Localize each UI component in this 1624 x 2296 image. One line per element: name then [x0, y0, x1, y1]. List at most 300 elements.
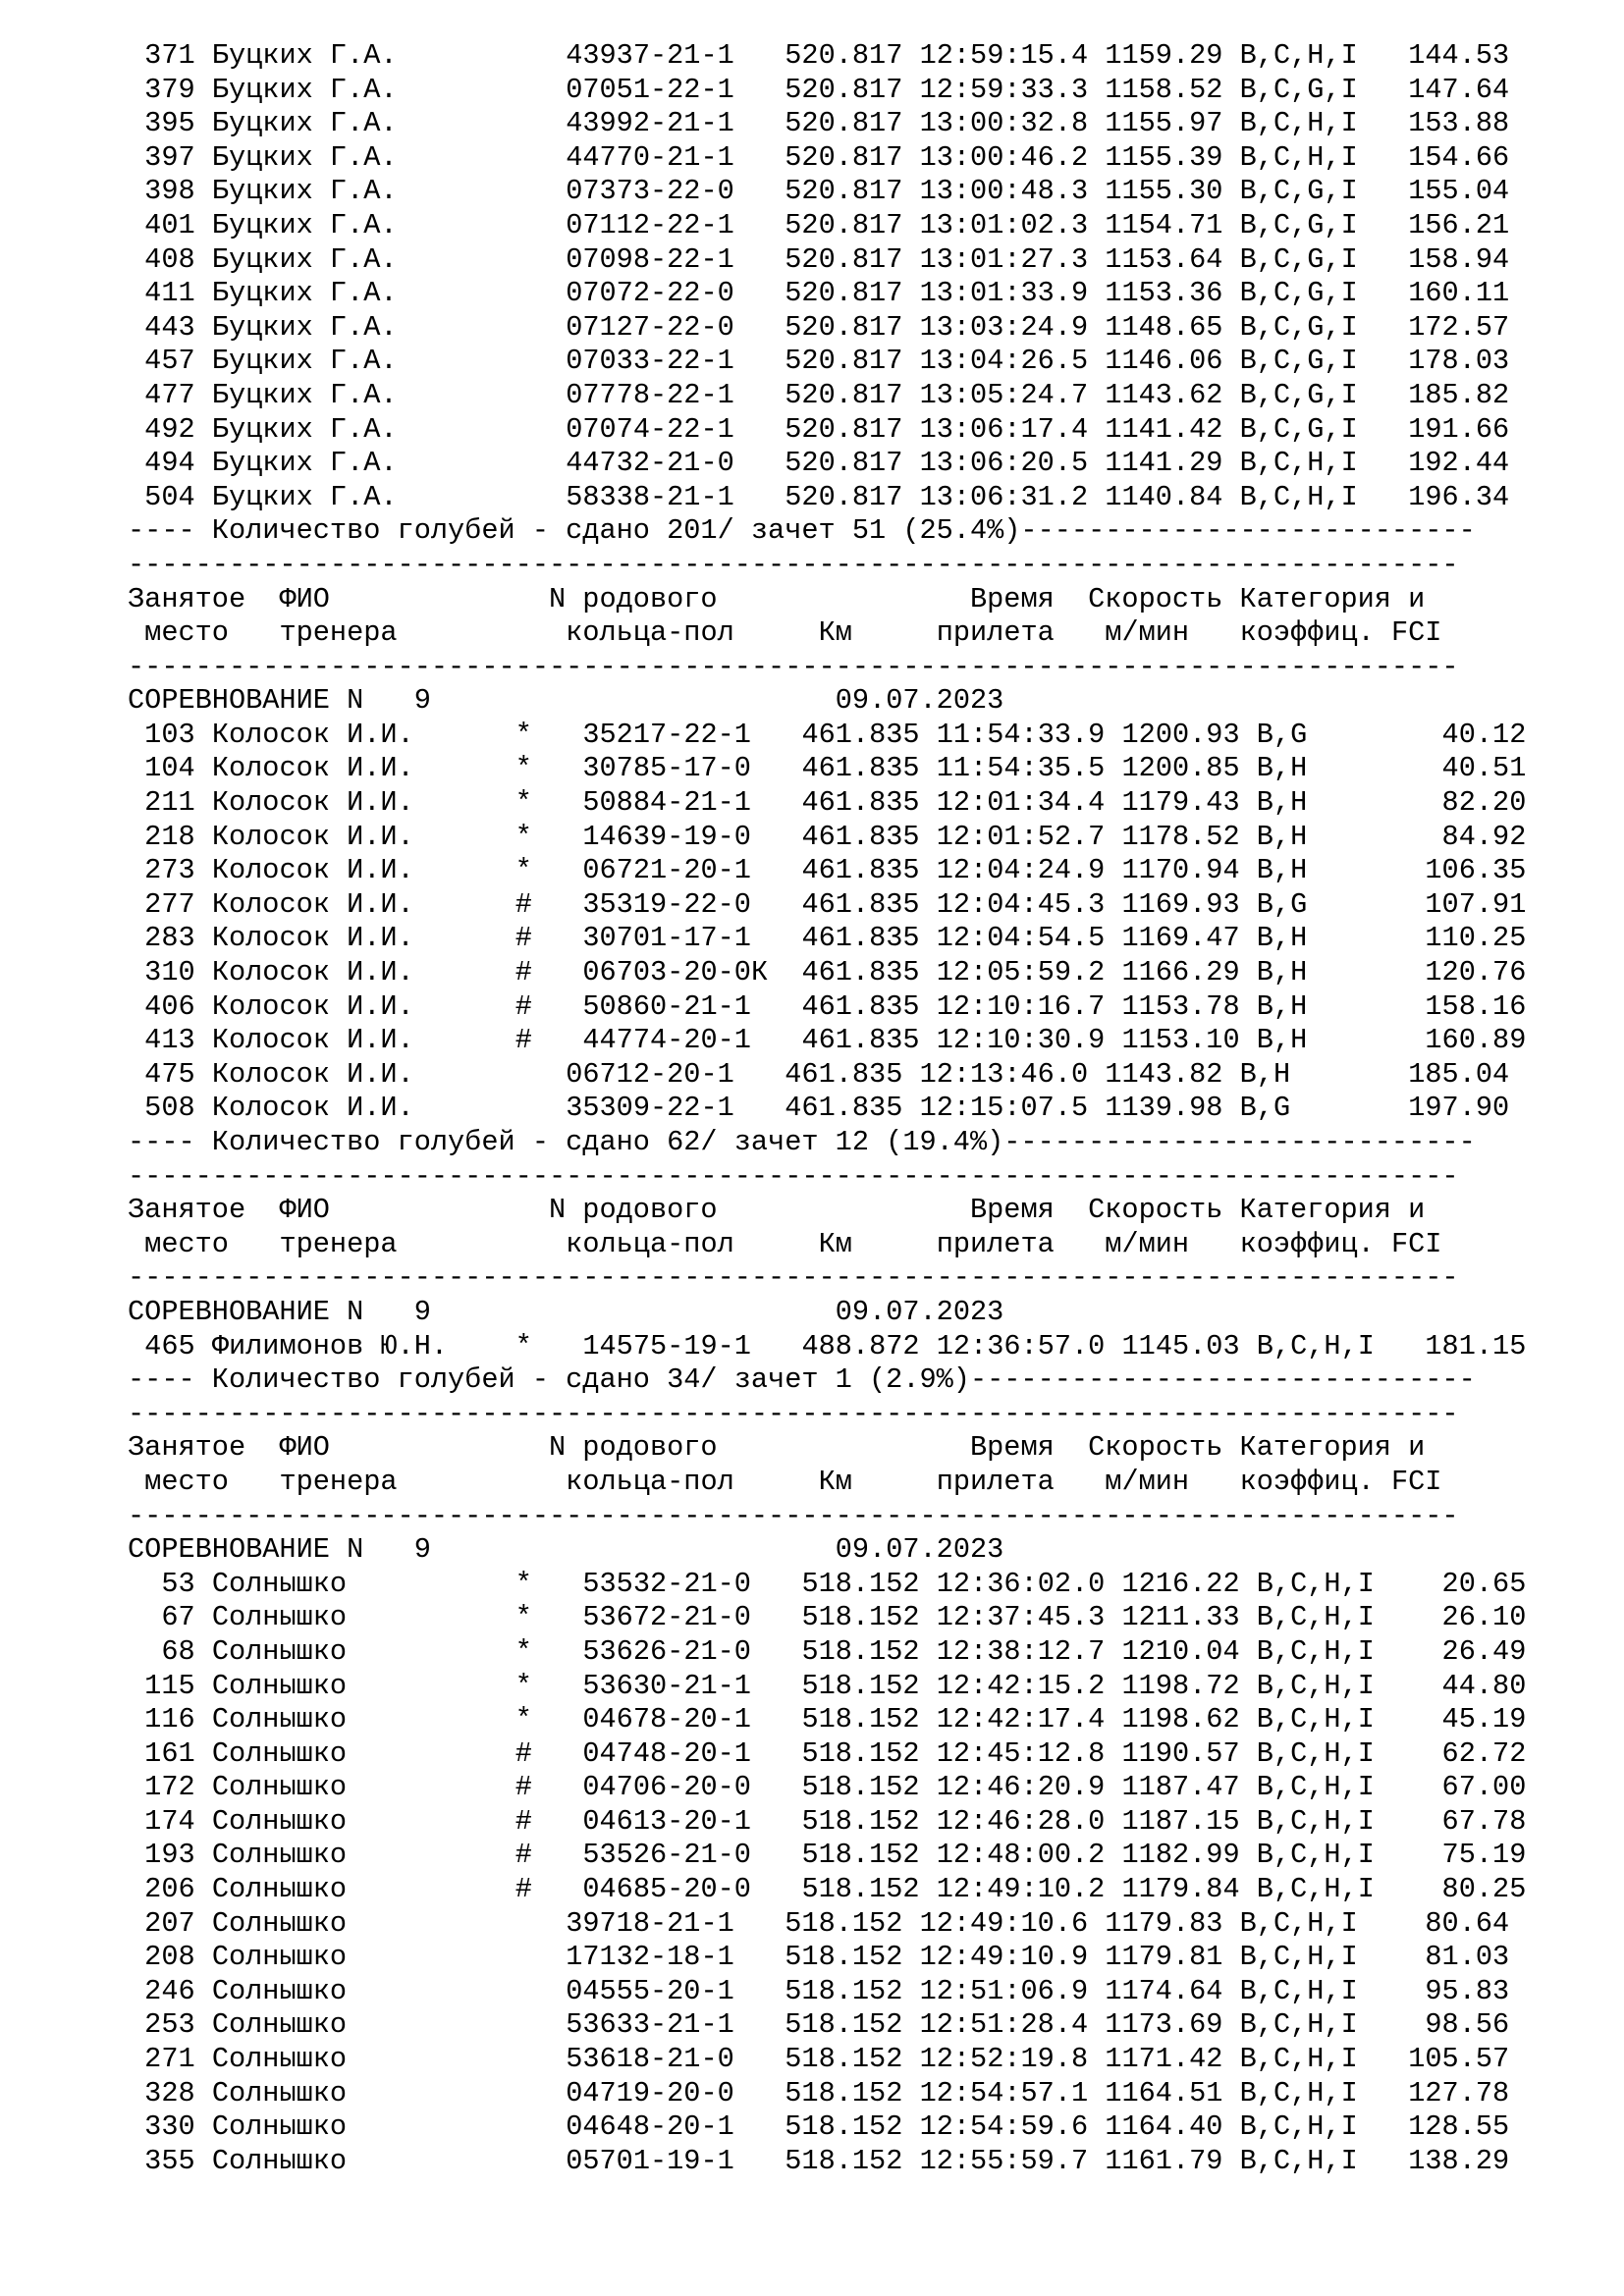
arrival-time: 13:00:48.3	[919, 175, 1089, 208]
place: 273	[128, 854, 195, 887]
table-row	[128, 243, 1526, 278]
place: 457	[128, 345, 195, 378]
place: 208	[128, 1941, 195, 1974]
competition-row	[128, 1296, 1526, 1330]
trainer-name: Солнышко	[211, 1873, 499, 1906]
ring-number: 04555-20-1	[566, 1974, 751, 2007]
place: 211	[128, 786, 195, 820]
arrival-time: 13:04:26.5	[919, 345, 1089, 378]
speed: 1141.29	[1105, 447, 1223, 480]
header-category: Категория и	[1239, 1431, 1426, 1465]
speed: 1158.52	[1105, 73, 1223, 106]
header-place: Занятое	[128, 1194, 280, 1227]
coefficient: 144.53	[1357, 39, 1510, 72]
coefficient: 197.90	[1357, 1092, 1510, 1125]
coefficient: 158.94	[1357, 242, 1510, 276]
table-row	[128, 481, 1526, 515]
category: B,C,H,I	[1256, 1771, 1375, 1804]
place: 253	[128, 2008, 195, 2042]
coefficient: 20.65	[1374, 1567, 1527, 1600]
arrival-time: 13:06:31.2	[919, 480, 1089, 513]
arrival-time: 12:01:52.7	[936, 820, 1106, 853]
table-row	[128, 141, 1526, 176]
coefficient: 160.11	[1357, 277, 1510, 310]
header-km: Км	[818, 616, 937, 650]
place: 271	[128, 2043, 195, 2076]
category: B,C,G,I	[1239, 277, 1358, 310]
competition-date: 09.07.2023	[835, 684, 1004, 718]
arrival-time: 11:54:35.5	[936, 752, 1106, 785]
distance-km: 518.152	[801, 1703, 920, 1736]
place: 411	[128, 277, 195, 310]
ring-number: 43992-21-1	[566, 107, 751, 140]
coefficient: 98.56	[1357, 2008, 1510, 2042]
category: B,C,H,I	[1239, 2144, 1358, 2177]
divider: -------------------------------------------------------------------------------	[128, 1499, 1459, 1532]
mark: #	[514, 1873, 532, 1906]
header-place: Занятое	[128, 1431, 280, 1465]
distance-km: 518.152	[801, 1567, 920, 1600]
distance-km: 520.817	[785, 175, 903, 208]
trainer-name: Колосок И.И.	[211, 752, 499, 785]
mark: #	[514, 1804, 532, 1838]
speed: 1173.69	[1105, 2008, 1223, 2042]
competition-number: 9	[413, 1295, 431, 1328]
category: B,C,G,I	[1239, 242, 1358, 276]
trainer-name: Колосок И.И.	[211, 854, 499, 887]
trainer-name: Буцких Г.А.	[211, 73, 499, 106]
place: 401	[128, 208, 195, 241]
trainer-name: Колосок И.И.	[211, 820, 499, 853]
distance-km: 461.835	[785, 1057, 903, 1091]
arrival-time: 12:59:15.4	[919, 39, 1089, 72]
arrival-time: 12:59:33.3	[919, 73, 1089, 106]
competition-label: СОРЕВНОВАНИЕ N	[128, 684, 364, 718]
trainer-name: Буцких Г.А.	[211, 107, 499, 140]
category: B,C,H,I	[1239, 2043, 1358, 2076]
distance-km: 461.835	[785, 1092, 903, 1125]
place: 53	[128, 1567, 195, 1600]
place: 330	[128, 2110, 195, 2144]
trainer-name: Солнышко	[211, 1669, 499, 1702]
mark: *	[514, 718, 532, 751]
ring-number: 53526-21-0	[582, 1839, 769, 1872]
arrival-time: 12:49:10.6	[919, 1906, 1089, 1940]
speed: 1179.84	[1121, 1873, 1240, 1906]
coefficient: 75.19	[1374, 1839, 1527, 1872]
table-row	[128, 2110, 1526, 2145]
coefficient: 95.83	[1357, 1974, 1510, 2007]
ring-number: 07051-22-1	[566, 73, 751, 106]
table-row	[128, 1975, 1526, 2009]
table-row	[128, 1941, 1526, 1975]
summary-line	[128, 1363, 1526, 1398]
place: 475	[128, 1057, 195, 1091]
ring-number: 53630-21-1	[582, 1669, 769, 1702]
category: B,C,G,I	[1239, 208, 1358, 241]
trainer-name: Колосок И.И.	[211, 1092, 499, 1125]
speed: 1187.15	[1121, 1804, 1240, 1838]
coefficient: 67.78	[1374, 1804, 1527, 1838]
speed: 1155.39	[1105, 140, 1223, 174]
category: B,C,H,I	[1239, 480, 1358, 513]
arrival-time: 13:03:24.9	[919, 310, 1089, 344]
speed: 1169.47	[1121, 922, 1240, 955]
arrival-time: 12:51:28.4	[919, 2008, 1089, 2042]
speed: 1155.97	[1105, 107, 1223, 140]
header-speed-2: м/мин	[1105, 1227, 1240, 1260]
mark: *	[514, 1669, 532, 1702]
category: B,C,G,I	[1239, 345, 1358, 378]
table-row	[128, 1024, 1526, 1058]
speed: 1159.29	[1105, 39, 1223, 72]
speed: 1182.99	[1121, 1839, 1240, 1872]
coefficient: 178.03	[1357, 345, 1510, 378]
trainer-name: Буцких Г.А.	[211, 480, 499, 513]
header-name: ФИО	[279, 582, 549, 615]
arrival-time: 12:49:10.2	[936, 1873, 1106, 1906]
arrival-time: 13:00:46.2	[919, 140, 1089, 174]
trainer-name: Колосок И.И.	[211, 956, 499, 989]
speed: 1200.85	[1121, 752, 1240, 785]
ring-number: 30701-17-1	[582, 922, 769, 955]
place: 310	[128, 956, 195, 989]
table-row	[128, 786, 1526, 821]
table-row	[128, 345, 1526, 379]
ring-number: 07373-22-0	[566, 175, 751, 208]
trainer-name: Солнышко	[211, 1941, 499, 1974]
place: 67	[128, 1601, 195, 1634]
arrival-time: 13:06:17.4	[919, 412, 1089, 446]
ring-number: 07074-22-1	[566, 412, 751, 446]
category: B,H	[1256, 1024, 1375, 1057]
table-row	[128, 447, 1526, 481]
table-row	[128, 1568, 1526, 1602]
table-row	[128, 2008, 1526, 2043]
category: B,C,G,I	[1239, 378, 1358, 411]
mark: *	[514, 1329, 532, 1362]
coefficient: 67.00	[1374, 1771, 1527, 1804]
ring-number: 14575-19-1	[582, 1329, 769, 1362]
summary-text: ---- Количество голубей - сдано 201/ зачет 51 (25.4%)---------------------------	[128, 514, 1476, 548]
arrival-time: 12:45:12.8	[936, 1736, 1106, 1770]
place: 104	[128, 752, 195, 785]
category: B,C,H,I	[1256, 1567, 1375, 1600]
ring-number: 04748-20-1	[582, 1736, 769, 1770]
distance-km: 520.817	[785, 73, 903, 106]
ring-number: 44732-21-0	[566, 447, 751, 480]
distance-km: 488.872	[801, 1329, 920, 1362]
competition-number: 9	[413, 1533, 431, 1567]
coefficient: 80.64	[1357, 1906, 1510, 1940]
place: 508	[128, 1092, 195, 1125]
arrival-time: 12:36:57.0	[936, 1329, 1106, 1362]
trainer-name: Колосок И.И.	[211, 1024, 499, 1057]
header-speed-2: м/мин	[1105, 1465, 1240, 1498]
distance-km: 461.835	[801, 1024, 920, 1057]
place: 395	[128, 107, 195, 140]
table-row	[128, 990, 1526, 1025]
table-row	[128, 2077, 1526, 2111]
ring-number: 04613-20-1	[582, 1804, 769, 1838]
trainer-name: Буцких Г.А.	[211, 242, 499, 276]
category: B,C,G,I	[1239, 310, 1358, 344]
place: 355	[128, 2144, 195, 2177]
coefficient: 185.04	[1357, 1057, 1510, 1091]
speed: 1210.04	[1121, 1634, 1240, 1668]
ring-number: 04719-20-0	[566, 2076, 751, 2109]
category: B,C,H,I	[1256, 1669, 1375, 1702]
header-speed: Скорость	[1088, 1194, 1240, 1227]
speed: 1166.29	[1121, 956, 1240, 989]
distance-km: 518.152	[785, 1906, 903, 1940]
table-header-row-1	[128, 1194, 1526, 1228]
place: 443	[128, 310, 195, 344]
competition-label: СОРЕВНОВАНИЕ N	[128, 1533, 364, 1567]
arrival-time: 12:51:06.9	[919, 1974, 1089, 2007]
table-row	[128, 1737, 1526, 1772]
speed: 1179.43	[1121, 786, 1240, 820]
table-row	[128, 209, 1526, 243]
competition-number: 9	[413, 684, 431, 718]
coefficient: 154.66	[1357, 140, 1510, 174]
arrival-time: 11:54:33.9	[936, 718, 1106, 751]
speed: 1154.71	[1105, 208, 1223, 241]
coefficient: 44.80	[1374, 1669, 1527, 1702]
coefficient: 80.25	[1374, 1873, 1527, 1906]
coefficient: 128.55	[1357, 2110, 1510, 2144]
arrival-time: 13:01:02.3	[919, 208, 1089, 241]
place: 408	[128, 242, 195, 276]
arrival-time: 12:05:59.2	[936, 956, 1106, 989]
place: 492	[128, 412, 195, 446]
category: B,C,H,I	[1239, 140, 1358, 174]
place: 494	[128, 447, 195, 480]
table-row	[128, 277, 1526, 311]
competition-row	[128, 684, 1526, 719]
header-ring: N родового	[548, 1194, 887, 1227]
header-name-2: тренера	[279, 616, 567, 650]
place: 283	[128, 922, 195, 955]
arrival-time: 12:42:17.4	[936, 1703, 1106, 1736]
header-time-2: прилета	[936, 1227, 1106, 1260]
place: 103	[128, 718, 195, 751]
table-row	[128, 922, 1526, 956]
arrival-time: 12:36:02.0	[936, 1567, 1106, 1600]
table-row	[128, 1635, 1526, 1670]
coefficient: 185.82	[1357, 378, 1510, 411]
trainer-name: Буцких Г.А.	[211, 412, 499, 446]
coefficient: 106.35	[1374, 854, 1527, 887]
category: B,C,H,I	[1256, 1736, 1375, 1770]
mark: *	[514, 1634, 532, 1668]
category: B,C,H,I	[1239, 107, 1358, 140]
category: B,C,H,I	[1256, 1839, 1375, 1872]
header-km: Км	[818, 1465, 937, 1498]
speed: 1179.83	[1105, 1906, 1223, 1940]
arrival-time: 12:04:45.3	[936, 887, 1106, 921]
trainer-name: Солнышко	[211, 2144, 499, 2177]
results-document	[128, 39, 1526, 2178]
mark: *	[514, 1601, 532, 1634]
ring-number: 04685-20-0	[582, 1873, 769, 1906]
coefficient: 153.88	[1357, 107, 1510, 140]
distance-km: 518.152	[785, 2008, 903, 2042]
place: 116	[128, 1703, 195, 1736]
table-row	[128, 888, 1526, 923]
ring-number: 06712-20-1	[566, 1057, 751, 1091]
speed: 1141.42	[1105, 412, 1223, 446]
coefficient: 26.10	[1374, 1601, 1527, 1634]
arrival-time: 12:10:16.7	[936, 989, 1106, 1023]
divider: -------------------------------------------------------------------------------	[128, 1261, 1459, 1295]
header-category: Категория и	[1239, 582, 1426, 615]
arrival-time: 12:46:28.0	[936, 1804, 1106, 1838]
header-km: Км	[818, 1227, 937, 1260]
distance-km: 520.817	[785, 345, 903, 378]
place: 504	[128, 480, 195, 513]
table-row	[128, 1703, 1526, 1737]
coefficient: 160.89	[1374, 1024, 1527, 1057]
distance-km: 461.835	[801, 718, 920, 751]
speed: 1171.42	[1105, 2043, 1223, 2076]
category: B,C,H,I	[1256, 1601, 1375, 1634]
category: B,H	[1256, 956, 1375, 989]
speed: 1200.93	[1121, 718, 1240, 751]
mark: #	[514, 1839, 532, 1872]
distance-km: 518.152	[801, 1771, 920, 1804]
ring-number: 07778-22-1	[566, 378, 751, 411]
coefficient: 181.15	[1374, 1329, 1527, 1362]
trainer-name: Солнышко	[211, 1736, 499, 1770]
table-row	[128, 956, 1526, 990]
ring-number: 06703-20-0К	[582, 956, 769, 989]
arrival-time: 12:38:12.7	[936, 1634, 1106, 1668]
distance-km: 518.152	[785, 2110, 903, 2144]
arrival-time: 13:01:27.3	[919, 242, 1089, 276]
trainer-name: Солнышко	[211, 1567, 499, 1600]
distance-km: 518.152	[785, 2043, 903, 2076]
trainer-name: Колосок И.И.	[211, 989, 499, 1023]
summary-line	[128, 1126, 1526, 1160]
distance-km: 461.835	[801, 956, 920, 989]
category: B,H	[1256, 752, 1375, 785]
distance-km: 520.817	[785, 310, 903, 344]
ring-number: 58338-21-1	[566, 480, 751, 513]
place: 68	[128, 1634, 195, 1668]
table-row	[128, 1092, 1526, 1126]
trainer-name: Солнышко	[211, 2008, 499, 2042]
place: 207	[128, 1906, 195, 1940]
coefficient: 155.04	[1357, 175, 1510, 208]
header-place-2: место	[144, 616, 280, 650]
trainer-name: Буцких Г.А.	[211, 310, 499, 344]
speed: 1161.79	[1105, 2144, 1223, 2177]
header-category: Категория и	[1239, 1194, 1426, 1227]
speed: 1211.33	[1121, 1601, 1240, 1634]
header-speed: Скорость	[1088, 582, 1240, 615]
mark: #	[514, 1024, 532, 1057]
mark: *	[514, 752, 532, 785]
category: B,H	[1239, 1057, 1358, 1091]
table-row	[128, 719, 1526, 753]
ring-number: 07127-22-0	[566, 310, 751, 344]
place: 328	[128, 2076, 195, 2109]
ring-number: 05701-19-1	[566, 2144, 751, 2177]
distance-km: 518.152	[801, 1736, 920, 1770]
header-time: Время	[886, 1431, 1055, 1465]
category: B,C,G,I	[1239, 73, 1358, 106]
trainer-name: Солнышко	[211, 1703, 499, 1736]
ring-number: 53532-21-0	[582, 1567, 769, 1600]
category: B,C,H,I	[1256, 1703, 1375, 1736]
distance-km: 518.152	[801, 1601, 920, 1634]
table-row	[128, 1058, 1526, 1093]
coefficient: 192.44	[1357, 447, 1510, 480]
speed: 1174.64	[1105, 1974, 1223, 2007]
arrival-time: 13:05:24.7	[919, 378, 1089, 411]
competition-label: СОРЕВНОВАНИЕ N	[128, 1295, 364, 1328]
distance-km: 520.817	[785, 39, 903, 72]
trainer-name: Колосок И.И.	[211, 1057, 499, 1091]
arrival-time: 12:42:15.2	[936, 1669, 1106, 1702]
mark: #	[514, 989, 532, 1023]
ring-number: 30785-17-0	[582, 752, 769, 785]
category: B,H	[1256, 922, 1375, 955]
distance-km: 518.152	[785, 1974, 903, 2007]
table-row	[128, 74, 1526, 108]
trainer-name: Колосок И.И.	[211, 718, 499, 751]
place: 161	[128, 1736, 195, 1770]
speed: 1170.94	[1121, 854, 1240, 887]
mark: *	[514, 854, 532, 887]
table-row	[128, 311, 1526, 346]
header-time: Время	[886, 582, 1055, 615]
header-time: Время	[886, 1194, 1055, 1227]
arrival-time: 13:06:20.5	[919, 447, 1089, 480]
place: 193	[128, 1839, 195, 1872]
table-header-row-2	[128, 1228, 1526, 1262]
header-time-2: прилета	[936, 616, 1106, 650]
header-place-2: место	[144, 1227, 280, 1260]
category: B,C,H,I	[1239, 1906, 1358, 1940]
distance-km: 461.835	[801, 922, 920, 955]
mark: #	[514, 956, 532, 989]
trainer-name: Солнышко	[211, 1804, 499, 1838]
arrival-time: 12:54:57.1	[919, 2076, 1089, 2109]
place: 398	[128, 175, 195, 208]
ring-number: 53618-21-0	[566, 2043, 751, 2076]
trainer-name: Солнышко	[211, 1906, 499, 1940]
category: B,H	[1256, 854, 1375, 887]
summary-text: ---- Количество голубей - сдано 62/ зачет 12 (19.4%)----------------------------	[128, 1126, 1476, 1158]
ring-number: 04706-20-0	[582, 1771, 769, 1804]
category: B,G	[1256, 718, 1375, 751]
table-header-row-1	[128, 1431, 1526, 1466]
table-row	[128, 107, 1526, 141]
divider: -------------------------------------------------------------------------------	[128, 1397, 1459, 1430]
coefficient: 127.78	[1357, 2076, 1510, 2109]
distance-km: 461.835	[801, 989, 920, 1023]
trainer-name: Буцких Г.А.	[211, 39, 499, 72]
category: B,C,H,I	[1239, 1941, 1358, 1974]
coefficient: 191.66	[1357, 412, 1510, 446]
header-time-2: прилета	[936, 1465, 1106, 1498]
divider: -------------------------------------------------------------------------------	[128, 548, 1459, 581]
category: B,C,H,I	[1256, 1873, 1375, 1906]
distance-km: 520.817	[785, 208, 903, 241]
speed: 1169.93	[1121, 887, 1240, 921]
